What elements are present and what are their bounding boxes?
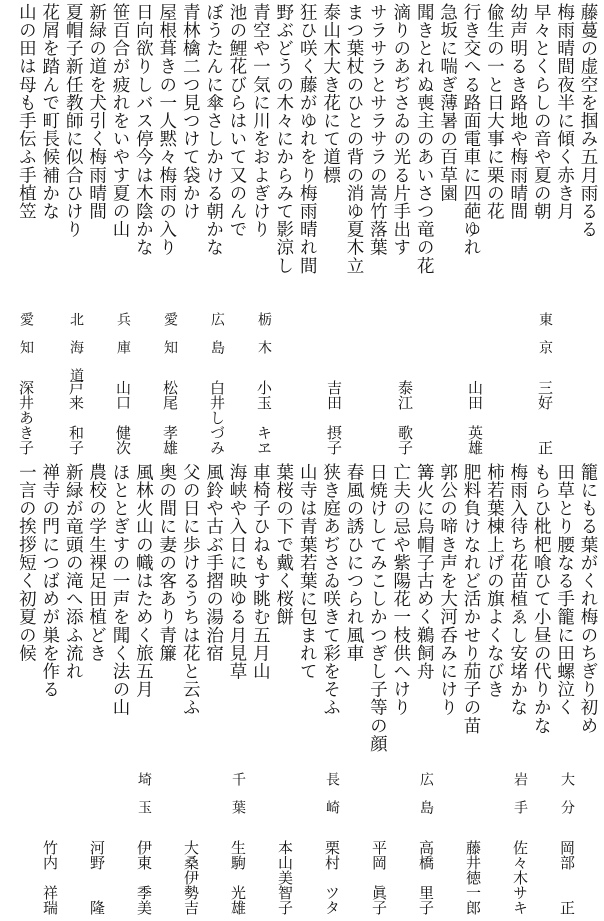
- author-prefecture: 栃木: [256, 312, 272, 368]
- author-name: 松尾 孝雄: [161, 380, 179, 455]
- author-prefecture: 兵庫: [115, 312, 131, 368]
- haiku-line: 梅雨入待ち花苗植ゑし安堵かな: [507, 463, 528, 717]
- author-name: 白井しづみ: [208, 380, 226, 455]
- haiku-line: 花屑を踏んで町長候補かな: [39, 3, 60, 221]
- author-section-bottom: [0, 760, 604, 921]
- author-prefecture: 長崎: [324, 772, 340, 828]
- haiku-line: 車椅子ひねもす眺む五月山: [250, 463, 271, 681]
- haiku-line: 郭公の啼き声を大河呑みにけり: [437, 463, 458, 717]
- haiku-line: 狂ひ咲く藤がゆれをり梅雨晴れ間: [297, 3, 318, 275]
- haiku-line: 泰山木大き花にて道標: [320, 3, 341, 184]
- author-prefecture: 岩手: [512, 772, 528, 828]
- haiku-line: ぼうたんに傘さしかける朝かな: [203, 3, 224, 257]
- author-name: 山田 英雄: [466, 380, 484, 455]
- author-name: 岡部 正: [558, 840, 576, 915]
- haiku-line: 新緑が竜頭の滝へ添ふ流れ: [63, 463, 84, 681]
- author-name: 藤井徳一郎: [464, 840, 482, 915]
- haiku-line: 父の日に歩けるうちは花と云ふ: [180, 463, 201, 717]
- haiku-line: 藤蔓の虚空を掴み五月雨るる: [578, 3, 598, 239]
- haiku-line: 日焼けしてみこしかつぎし子等の顔: [367, 463, 388, 753]
- author-name: 平岡 眞子: [370, 840, 388, 915]
- author-name: 河野 隆: [88, 840, 106, 915]
- haiku-line: 行き交へる路面電車に四葩ゆれ: [461, 3, 481, 257]
- author-prefecture: 愛知: [18, 312, 34, 368]
- haiku-line: 海峡や入日に映ゆる月見草: [227, 463, 247, 681]
- haiku-line: 屋根葺きの一人黙々梅雨の入り: [156, 3, 177, 257]
- haiku-line: もらひ枇杷喰ひて小昼の代りかな: [531, 463, 552, 735]
- haiku-line: 野ぶどうの木々にからみて影涼し: [273, 3, 294, 275]
- author-name: 本山美智子: [276, 840, 294, 915]
- haiku-line: 梅雨晴間夜半に傾く赤き月: [554, 3, 575, 221]
- haiku-line: 籠にもる葉がくれ梅のちぎり初め: [578, 463, 598, 735]
- haiku-line: 幼声明るき路地や梅雨晴間: [507, 3, 528, 221]
- haiku-line: 青林檎二つ見つけて袋かけ: [180, 3, 201, 221]
- author-name: 伊東 季美: [135, 840, 153, 915]
- haiku-line: 風鈴や古ぶ手摺の湯治宿: [203, 463, 224, 663]
- haiku-line: 一言の挨拶短く初夏の候: [16, 463, 37, 663]
- author-name: 三好 正: [536, 380, 554, 455]
- haiku-line: 急坂に喘ぎ薄暑の百草園: [437, 3, 458, 203]
- haiku-line: 農校の学生裸足田植どき: [86, 463, 107, 663]
- haiku-line: ほととぎすの一声を聞く法の山: [110, 463, 130, 717]
- author-name: 竹内 祥瑞: [41, 840, 59, 915]
- haiku-line: 青空や一気に川をおよぎけり: [250, 3, 271, 239]
- haiku-line: 篝火に烏帽子古めく鵜飼舟: [414, 463, 435, 681]
- author-prefecture: 広島: [418, 772, 434, 828]
- haiku-line: 亡夫の忌や紫陽花一枝供へけり: [390, 463, 411, 717]
- haiku-section-top: [0, 0, 604, 275]
- author-name: 小玉 キヱ: [255, 380, 273, 455]
- author-prefecture: 広島: [209, 312, 225, 368]
- author-prefecture: 埼玉: [136, 772, 152, 828]
- author-section-top: [0, 300, 604, 455]
- haiku-line: 夏帽子新任教師に似合ひけり: [63, 3, 84, 239]
- author-prefecture: 大分: [559, 772, 575, 828]
- author-name: 高橋 里子: [417, 840, 435, 915]
- author-prefecture: 東京: [537, 312, 553, 368]
- author-prefecture: 北海道: [68, 312, 84, 396]
- author-name: 大桑伊勢吉: [182, 840, 200, 915]
- haiku-line: 聞きとれぬ喪主のあいさつ竜の花: [414, 3, 435, 275]
- haiku-line: 風林火山の幟はためく旅五月: [133, 463, 154, 699]
- haiku-line: 山の田は母も手伝ふ手植笠: [16, 3, 37, 221]
- author-prefecture: 愛知: [162, 312, 178, 368]
- haiku-line: 肥料負けなれど活かせり茄子の苗: [461, 463, 481, 735]
- haiku-line: 池の鯉花びらはいて又のんで: [227, 3, 247, 239]
- haiku-line: 柿若葉棟上げの旗よくなびき: [484, 463, 505, 699]
- author-name: 深井あき子: [17, 380, 35, 455]
- author-name: 泰江 歌子: [396, 380, 414, 455]
- haiku-line: 葉桜の下で戴く桜餅: [273, 463, 294, 626]
- haiku-line: 日向欲りしバス停今は木陰かな: [133, 3, 154, 257]
- author-name: 戸来 和子: [67, 380, 85, 455]
- author-name: 山口 健次: [114, 380, 132, 455]
- haiku-line: 狭き庭あぢさゐ咲きて彩をそふ: [320, 463, 341, 717]
- haiku-line: 新緑の道を犬引く梅雨晴間: [86, 3, 107, 221]
- haiku-line: 偸生の一と日大事に栗の花: [484, 3, 505, 221]
- author-name: 栗村 ツタ: [323, 840, 341, 915]
- haiku-line: 禅寺の門につばめが巣を作る: [39, 463, 60, 699]
- haiku-line: サラサラとサラサラの嵩竹落葉: [367, 3, 388, 257]
- haiku-line: 奥の間に妻の客あり青簾: [156, 463, 177, 663]
- author-prefecture: 千葉: [230, 772, 246, 828]
- haiku-line: 山寺は青葉若葉に包まれて: [297, 463, 318, 681]
- haiku-line: 春風の誘ひにつられ風車: [344, 463, 364, 663]
- haiku-line: 滴りのあぢさゐの光る片手出す: [390, 3, 411, 257]
- haiku-line: まつ葉杖のひとの背の消ゆ夏木立: [344, 3, 364, 275]
- haiku-line: 早々とくらしの音や夏の朝: [531, 3, 552, 221]
- haiku-line: 笹百合が疲れをいやす夏の山: [110, 3, 130, 239]
- haiku-line: 田草とり腰なる手籠に田螺泣く: [554, 463, 575, 717]
- author-name: 吉田 摂子: [325, 380, 343, 455]
- haiku-section-bottom: [0, 460, 604, 753]
- author-name: 生駒 光雄: [229, 840, 247, 915]
- author-name: 佐々木サキ: [511, 840, 529, 915]
